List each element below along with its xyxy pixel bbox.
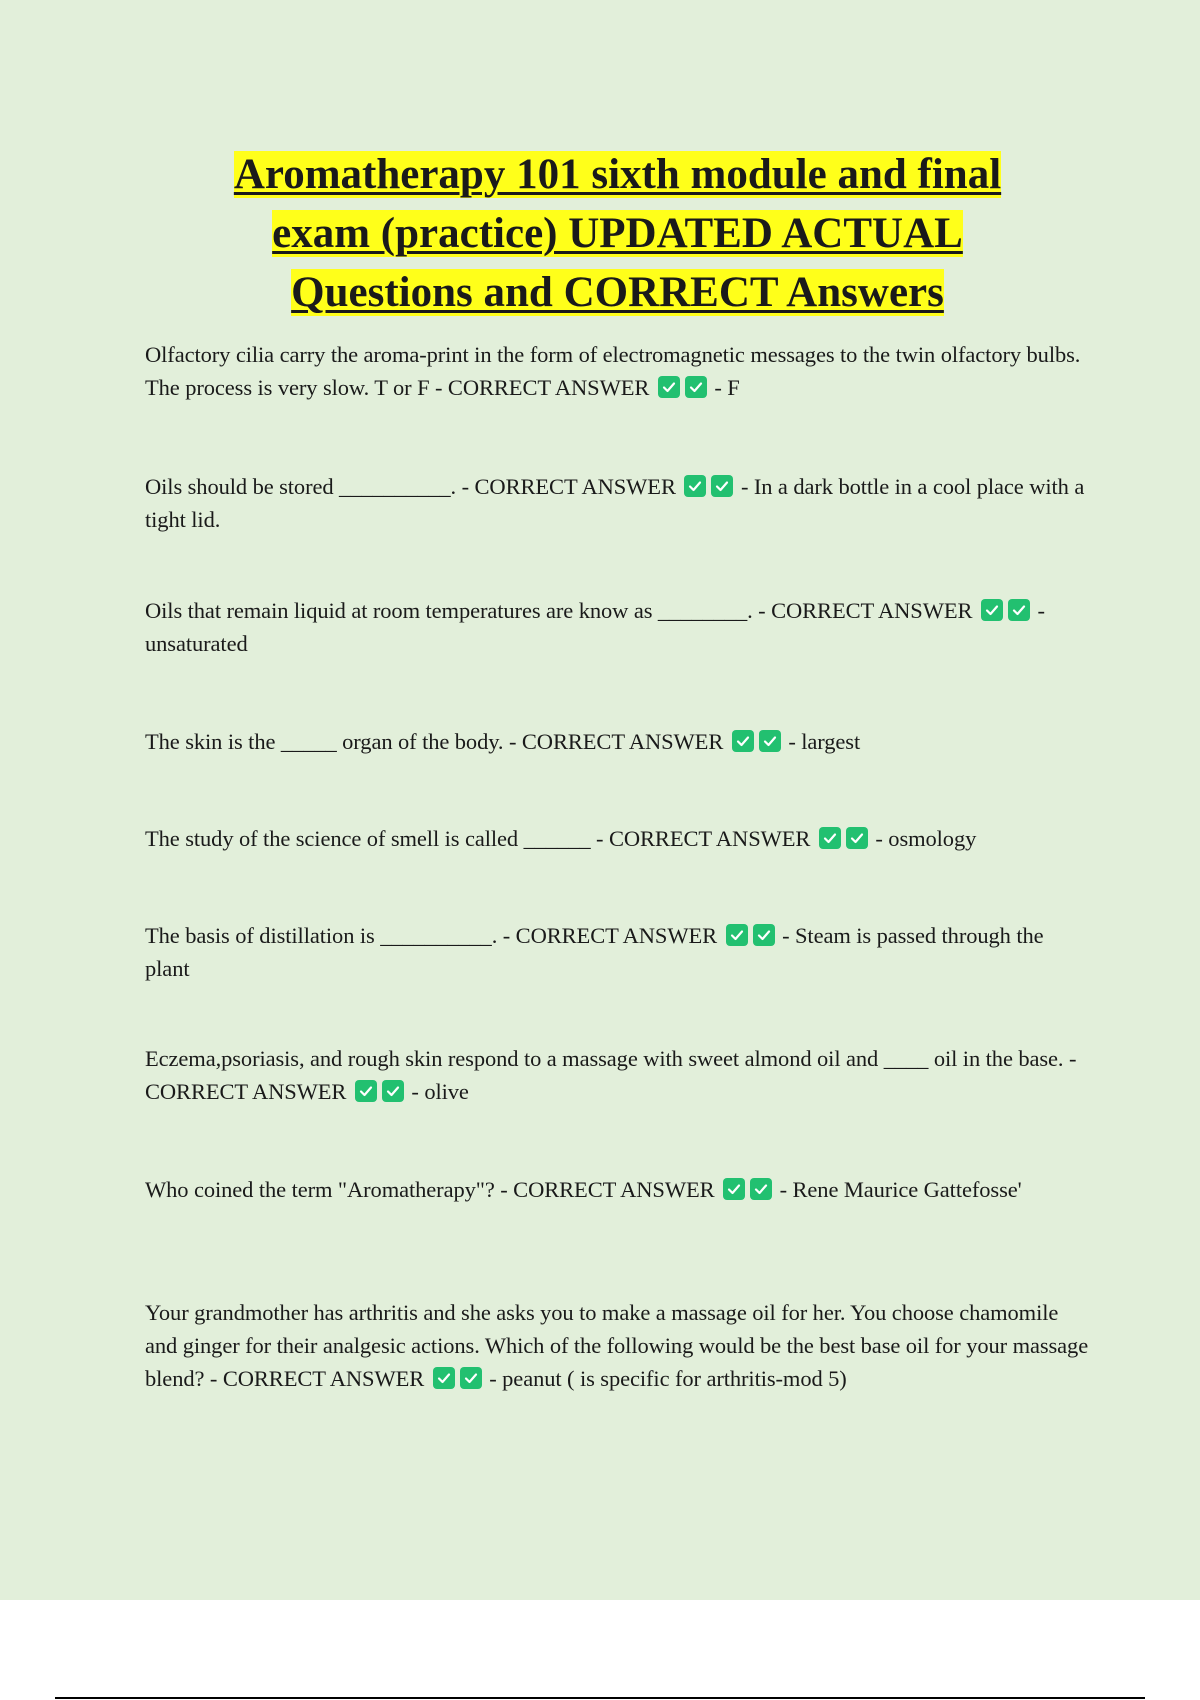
check-mark-icon [685,376,707,398]
check-mark-icon [382,1080,404,1102]
question-text: The study of the science of smell is called ______ [145,826,591,851]
question-text: Who coined the term "Aromatherapy"? [145,1177,495,1202]
check-mark-icon [433,1367,455,1389]
check-mark-icon [981,599,1003,621]
question-text: Olfactory cilia carry the aroma-print in the form of electromagnetic messages to the twin olfactory bulbs. The process is very slow. T or F [145,342,1081,400]
document-title [145,145,1090,322]
check-mark-icon [355,1080,377,1102]
answer-label: - CORRECT ANSWER [494,1177,715,1202]
check-mark-icon [750,1178,772,1200]
answer-label: - CORRECT ANSWER [204,1366,425,1391]
answer-text: - osmology [875,826,977,851]
answer-text: - In a dark bottle in a cool place with a tight lid. [145,474,1085,532]
qa-item-3 [145,594,1090,660]
question-text: Eczema,psoriasis, and rough skin respond to a massage with sweet almond oil and ____ oil in the base. [145,1046,1064,1071]
answer-label: - CORRECT ANSWER [590,826,811,851]
question-text: Oils should be stored __________. [145,474,457,499]
check-mark-icon [846,827,868,849]
qa-item-2 [145,470,1090,536]
check-mark-icon [759,730,781,752]
answer-label: - CORRECT ANSWER [752,598,973,623]
answer-label: - CORRECT ANSWER [497,923,718,948]
title-line-2: exam (practice) UPDATED ACTUAL [272,210,963,257]
check-mark-icon [819,827,841,849]
footer-divider [55,1697,1145,1699]
check-mark-icon [711,475,733,497]
check-mark-icon [726,924,748,946]
qa-item-6 [145,919,1090,985]
answer-text: - peanut ( is specific for arthritis-mod 5) [489,1366,847,1391]
answer-label: - CORRECT ANSWER [145,1046,1077,1104]
qa-item-8 [145,1173,1090,1206]
answer-label: - CORRECT ANSWER [456,474,676,499]
check-mark-icon [684,475,706,497]
answer-label: - CORRECT ANSWER [429,375,650,400]
answer-text: - olive [411,1079,469,1104]
answer-text: - Rene Maurice Gattefosse' [779,1177,1022,1202]
question-text: Your grandmother has arthritis and she asks you to make a massage oil for her. You choose chamomile and ginger for their analgesic actions. Which of the following would be the best base oil for your massage blend? [145,1300,1089,1391]
check-mark-icon [460,1367,482,1389]
answer-text: - largest [788,729,861,754]
check-mark-icon [732,730,754,752]
answer-text: - unsaturated [145,598,1045,656]
question-text: Oils that remain liquid at room temperatures are know as ________. [145,598,753,623]
qa-item-4 [145,725,1090,758]
qa-item-1 [145,338,1090,404]
check-mark-icon [1008,599,1030,621]
title-line-1: Aromatherapy 101 sixth module and final [233,151,1002,198]
question-text: The skin is the _____ organ of the body. [145,729,504,754]
answer-text: - Steam is passed through the plant [145,923,1044,981]
qa-item-9 [145,1296,1090,1395]
check-mark-icon [723,1178,745,1200]
qa-item-5 [145,822,1090,855]
title-line-3: Questions and CORRECT Answers [291,269,944,316]
answer-text: - F [714,375,740,400]
answer-label: - CORRECT ANSWER [503,729,724,754]
check-mark-icon [753,924,775,946]
check-mark-icon [658,376,680,398]
question-text: The basis of distillation is __________. [145,923,498,948]
qa-item-7 [145,1042,1090,1108]
